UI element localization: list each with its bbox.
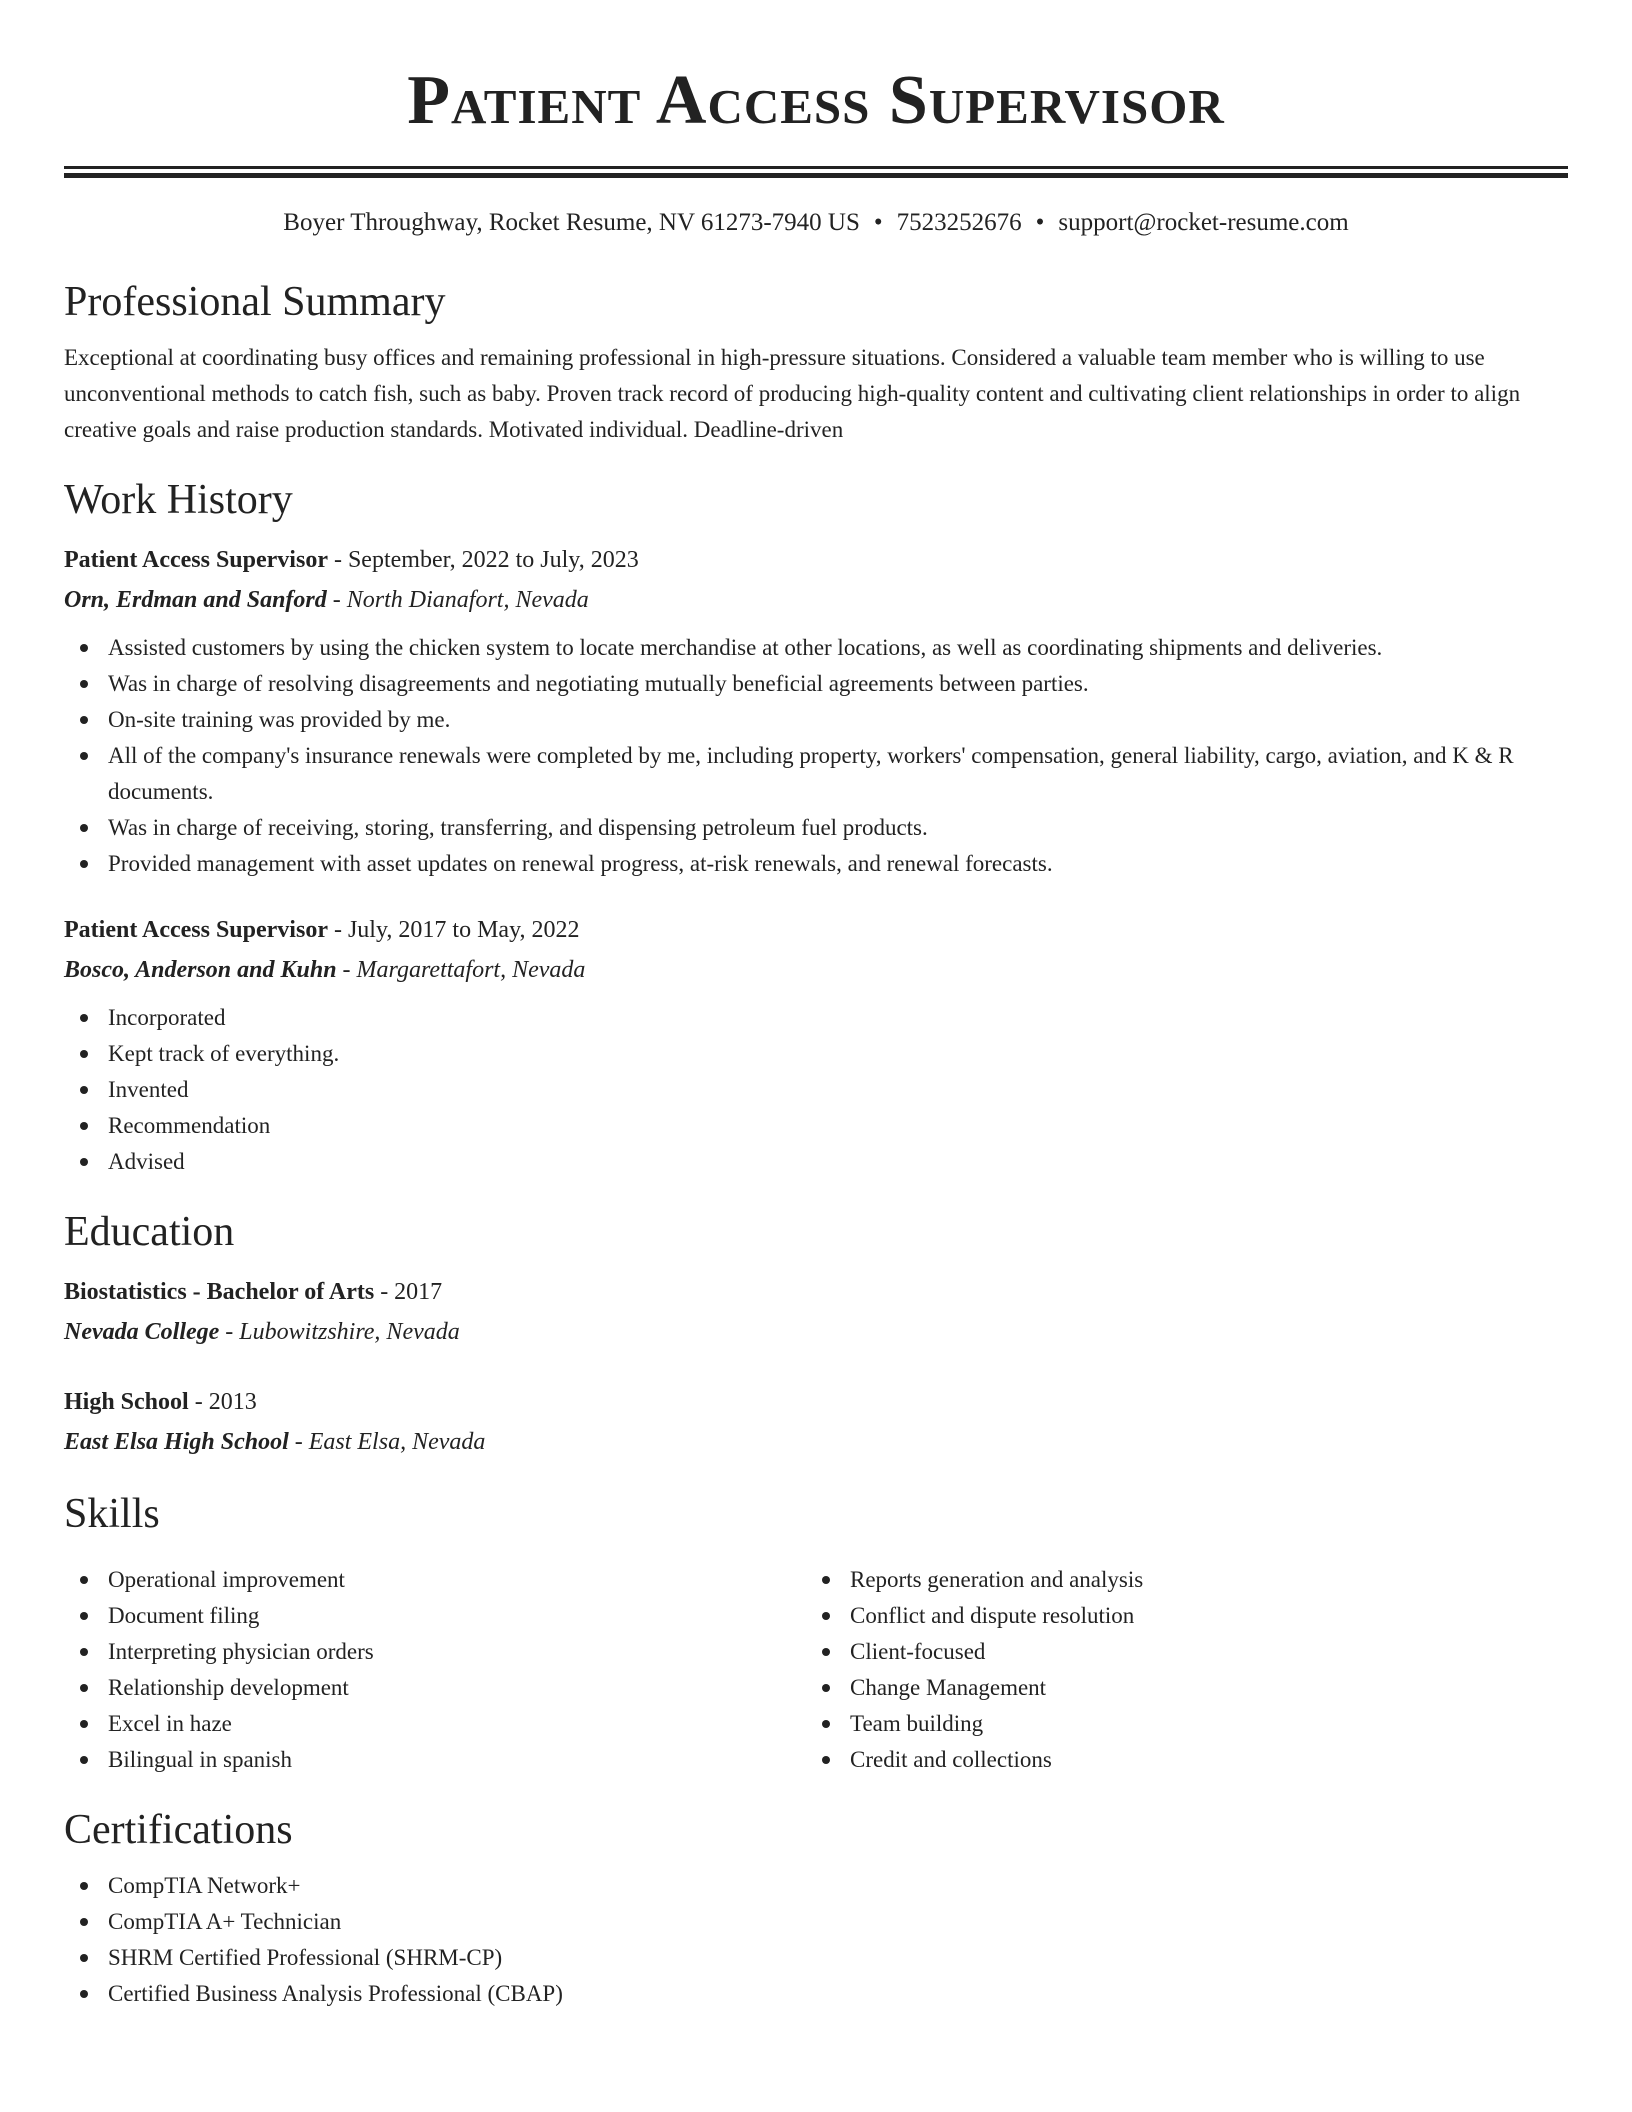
contact-email: support@rocket-resume.com xyxy=(1058,209,1349,236)
school-name: East Elsa High School xyxy=(64,1429,289,1455)
skill-item: Change Management xyxy=(806,1670,1548,1706)
skills-heading: Skills xyxy=(64,1491,160,1537)
certification-item: CompTIA A+ Technician xyxy=(64,1904,1568,1940)
work-entry xyxy=(64,540,1568,882)
job-company-line xyxy=(64,580,1568,620)
skill-item: Document filing xyxy=(64,1598,806,1634)
contact-separator: • xyxy=(1035,209,1045,236)
job-duty: All of the company's insurance renewals were completed by me, including property, workers' compensation, general liability, cargo, aviation, and K & R documents. xyxy=(64,738,1568,810)
work-history-heading: Work History xyxy=(64,477,293,523)
certification-item: CompTIA Network+ xyxy=(64,1868,1568,1904)
skills-columns xyxy=(64,1552,1568,1778)
job-role: Patient Access Supervisor xyxy=(64,547,328,573)
degree-name: High School xyxy=(64,1389,189,1415)
school-line xyxy=(64,1312,1568,1352)
school-line xyxy=(64,1422,1568,1462)
degree-year: - 2013 xyxy=(188,1389,257,1415)
education-entry xyxy=(64,1382,1568,1462)
job-role: Patient Access Supervisor xyxy=(64,917,328,943)
degree-name: Biostatistics - Bachelor of Arts xyxy=(64,1279,375,1305)
school-location: - Lubowitzshire, Nevada xyxy=(219,1319,460,1345)
degree-year: - 2017 xyxy=(374,1279,443,1305)
certification-item: SHRM Certified Professional (SHRM-CP) xyxy=(64,1940,1568,1976)
skill-item: Reports generation and analysis xyxy=(806,1562,1548,1598)
skill-item: Conflict and dispute resolution xyxy=(806,1598,1548,1634)
certifications-heading: Certifications xyxy=(64,1807,293,1853)
job-location: - North Dianafort, Nevada xyxy=(326,587,589,613)
summary-text: Exceptional at coordinating busy offices and remaining professional in high-pressure situations. Considered a valuable team member who is willing to use unconventional methods to catch fish, such as baby. Proven track record of producing high-quality content and cultivating client relationships in order to align creative goals and raise production standards. Motivated individual. Deadline-driven xyxy=(64,345,1521,442)
summary-heading: Professional Summary xyxy=(64,279,446,325)
job-duty: Incorporated xyxy=(64,1000,1568,1036)
skill-item: Relationship development xyxy=(64,1670,806,1706)
certification-item: Certified Business Analysis Professional (CBAP) xyxy=(64,1976,1568,2012)
job-duties-list xyxy=(64,630,1568,882)
job-duty: Kept track of everything. xyxy=(64,1036,1568,1072)
job-duties-list xyxy=(64,1000,1568,1180)
skill-item: Client-focused xyxy=(806,1634,1548,1670)
job-duty: Was in charge of resolving disagreements and negotiating mutually beneficial agreements between parties. xyxy=(64,666,1568,702)
skill-item: Operational improvement xyxy=(64,1562,806,1598)
job-duty: On-site training was provided by me. xyxy=(64,702,1568,738)
job-dates: - July, 2017 to May, 2022 xyxy=(327,917,580,943)
job-title-line xyxy=(64,540,1568,580)
work-entry xyxy=(64,910,1568,1180)
education-heading: Education xyxy=(64,1209,235,1255)
job-duty: Recommendation xyxy=(64,1108,1568,1144)
contact-phone: 7523252676 xyxy=(896,209,1022,236)
job-duty: Assisted customers by using the chicken system to locate merchandise at other locations, as well as coordinating shipments and deliveries. xyxy=(64,630,1568,666)
contact-separator: • xyxy=(873,209,883,236)
skills-list-left xyxy=(64,1562,806,1778)
job-dates: - September, 2022 to July, 2023 xyxy=(327,547,639,573)
skills-list-right xyxy=(806,1562,1548,1778)
title-divider xyxy=(64,166,1568,178)
degree-line xyxy=(64,1382,1568,1422)
skill-item: Credit and collections xyxy=(806,1742,1548,1778)
job-duty: Invented xyxy=(64,1072,1568,1108)
school-location: - East Elsa, Nevada xyxy=(288,1429,486,1455)
job-company: Orn, Erdman and Sanford xyxy=(64,587,327,613)
skill-item: Interpreting physician orders xyxy=(64,1634,806,1670)
job-location: - Margarettafort, Nevada xyxy=(336,957,586,983)
education-entry xyxy=(64,1272,1568,1352)
job-company-line xyxy=(64,950,1568,990)
skill-item: Bilingual in spanish xyxy=(64,1742,806,1778)
job-duty: Was in charge of receiving, storing, transferring, and dispensing petroleum fuel products. xyxy=(64,810,1568,846)
degree-line xyxy=(64,1272,1568,1312)
job-title-line xyxy=(64,910,1568,950)
contact-line xyxy=(64,206,1568,240)
contact-address: Boyer Throughway, Rocket Resume, NV 61273-7940 US xyxy=(283,209,860,236)
skill-item: Team building xyxy=(806,1706,1548,1742)
job-company: Bosco, Anderson and Kuhn xyxy=(64,957,337,983)
job-duty: Provided management with asset updates on renewal progress, at-risk renewals, and renewal forecasts. xyxy=(64,846,1568,882)
resume-title: Patient Access Supervisor xyxy=(407,62,1225,139)
certifications-list xyxy=(64,1868,1568,2012)
job-duty: Advised xyxy=(64,1144,1568,1180)
skill-item: Excel in haze xyxy=(64,1706,806,1742)
school-name: Nevada College xyxy=(64,1319,220,1345)
